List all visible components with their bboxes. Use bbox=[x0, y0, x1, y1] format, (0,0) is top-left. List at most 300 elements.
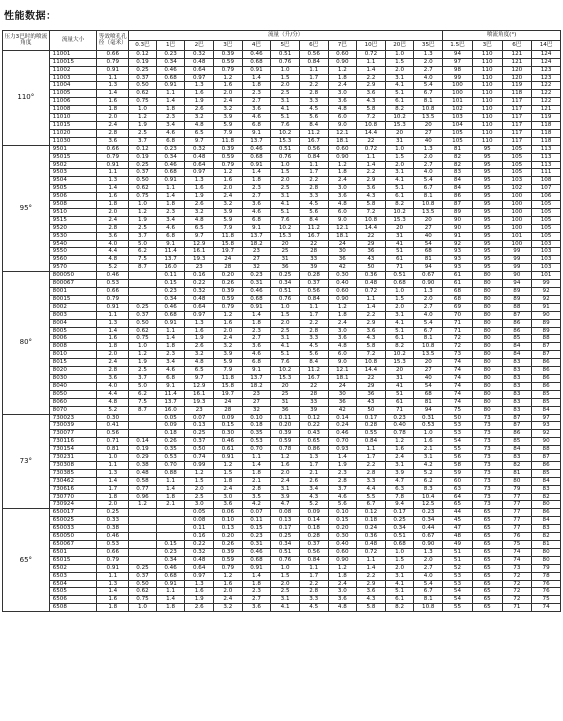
angle-value-cell: 83 bbox=[502, 390, 532, 398]
flow-size-cell: 8003 bbox=[49, 311, 97, 319]
flow-value-cell: 6.1 bbox=[385, 98, 414, 106]
flow-value-cell: 3.0 bbox=[328, 185, 357, 193]
flow-value-cell: 1.5 bbox=[271, 572, 300, 580]
angle-value-cell: 84 bbox=[443, 177, 473, 185]
flow-value-cell: 1.5 bbox=[271, 169, 300, 177]
orifice-cell: 4.8 bbox=[97, 398, 129, 406]
angle-value-cell: 72 bbox=[502, 588, 532, 596]
angle-value-cell: 87 bbox=[532, 454, 561, 462]
angle-value-cell: 77 bbox=[502, 493, 532, 501]
flow-value-cell: 1.0 bbox=[129, 201, 157, 209]
flow-value-cell: 2.0 bbox=[214, 588, 243, 596]
flow-value-cell: 9.7 bbox=[185, 374, 214, 382]
flow-value-cell: 1.2 bbox=[214, 461, 243, 469]
flow-value-cell: 0.58 bbox=[129, 477, 157, 485]
flow-value-cell: 4.8 bbox=[328, 106, 357, 114]
flow-value-cell: 0.07 bbox=[185, 414, 214, 422]
flow-value-cell: 1.9 bbox=[185, 193, 214, 201]
angle-value-cell: 89 bbox=[502, 288, 532, 296]
flow-value-cell: 29 bbox=[357, 240, 386, 248]
table-row bbox=[3, 588, 561, 596]
flow-value-cell: 0.15 bbox=[328, 517, 357, 525]
flow-value-cell: 0.11 bbox=[271, 414, 300, 422]
orifice-cell: 1.8 bbox=[97, 604, 129, 612]
flow-value-cell: 4.6 bbox=[156, 224, 185, 232]
flow-value-cell: 1.8 bbox=[156, 343, 185, 351]
flow-value-cell: 1.6 bbox=[214, 319, 243, 327]
flow-size-cell: 8002 bbox=[49, 303, 97, 311]
flow-value-cell: 4.7 bbox=[385, 477, 414, 485]
angle-value-cell: 87 bbox=[532, 351, 561, 359]
flow-value-cell: 4.5 bbox=[299, 343, 328, 351]
table-row bbox=[3, 66, 561, 74]
angle-value-cell: 85 bbox=[532, 469, 561, 477]
flow-value-cell: 0.36 bbox=[357, 533, 386, 541]
flow-value-cell: 0.84 bbox=[299, 295, 328, 303]
flow-value-cell: 0.13 bbox=[271, 517, 300, 525]
flow-value-cell: 3.6 bbox=[357, 90, 386, 98]
table-row bbox=[3, 477, 561, 485]
flow-value-cell: 1.3 bbox=[185, 319, 214, 327]
flow-value-cell: 0.72 bbox=[357, 145, 386, 153]
flow-value-cell: 1.1 bbox=[357, 556, 386, 564]
angle-value-cell: 85 bbox=[532, 398, 561, 406]
angle-value-cell: 82 bbox=[532, 493, 561, 501]
flow-value-cell: 23 bbox=[185, 406, 214, 414]
angle-value-cell: 80 bbox=[472, 280, 502, 288]
flow-value-cell: 9.1 bbox=[156, 382, 185, 390]
flow-value-cell: 0.50 bbox=[185, 446, 214, 454]
flow-value-cell: 3.3 bbox=[299, 193, 328, 201]
flow-value-cell: 4.3 bbox=[357, 98, 386, 106]
flow-value-cell: 0.46 bbox=[328, 430, 357, 438]
flow-value-cell: 7.8 bbox=[385, 493, 414, 501]
table-row bbox=[3, 406, 561, 414]
angle-value-cell: 99 bbox=[502, 248, 532, 256]
angle-value-cell: 53 bbox=[443, 580, 473, 588]
flow-value-cell: 10.4 bbox=[414, 493, 443, 501]
orifice-cell: 2.0 bbox=[97, 351, 129, 359]
flow-value-cell: 36 bbox=[271, 406, 300, 414]
angle-value-cell: 56 bbox=[443, 454, 473, 462]
flow-value-cell: 15.3 bbox=[385, 359, 414, 367]
flow-value-cell: 13.5 bbox=[414, 351, 443, 359]
header-flow-pressure: 3巴 bbox=[214, 40, 243, 50]
flow-value-cell: 1.4 bbox=[242, 169, 271, 177]
flow-value-cell: 94 bbox=[414, 264, 443, 272]
flow-value-cell: 8.1 bbox=[414, 596, 443, 604]
flow-value-cell: 4.3 bbox=[357, 596, 386, 604]
flow-value-cell: 7.2 bbox=[357, 351, 386, 359]
angle-value-cell: 110 bbox=[472, 50, 502, 58]
flow-value-cell: 9.1 bbox=[242, 129, 271, 137]
header-flow-pressure: 7巴 bbox=[328, 40, 357, 50]
flow-size-cell: 730077 bbox=[49, 430, 97, 438]
table-row bbox=[3, 469, 561, 477]
flow-value-cell: 7.6 bbox=[271, 359, 300, 367]
angle-value-cell: 73 bbox=[502, 564, 532, 572]
orifice-cell: 1.1 bbox=[97, 311, 129, 319]
flow-value-cell: 2.0 bbox=[271, 469, 300, 477]
flow-value-cell: 0.68 bbox=[156, 74, 185, 82]
flow-size-cell: 6504 bbox=[49, 580, 97, 588]
flow-value-cell: 6.8 bbox=[156, 232, 185, 240]
flow-value-cell: 2.7 bbox=[242, 596, 271, 604]
angle-value-cell: 105 bbox=[532, 232, 561, 240]
angle-value-cell: 105 bbox=[443, 137, 473, 145]
flow-value-cell: 25 bbox=[271, 248, 300, 256]
table-row bbox=[3, 525, 561, 533]
angle-value-cell: 84 bbox=[502, 351, 532, 359]
flow-value-cell: 9.7 bbox=[185, 232, 214, 240]
orifice-cell: 0.91 bbox=[97, 161, 129, 169]
flow-value-cell: 10.8 bbox=[357, 359, 386, 367]
flow-value-cell: 81 bbox=[414, 256, 443, 264]
flow-value-cell: 0.31 bbox=[242, 541, 271, 549]
flow-value-cell: 20 bbox=[385, 367, 414, 375]
flow-size-cell: 730770 bbox=[49, 493, 97, 501]
flow-value-cell: 0.19 bbox=[129, 446, 157, 454]
flow-value-cell: 6.8 bbox=[156, 137, 185, 145]
flow-value-cell: 0.68 bbox=[385, 280, 414, 288]
angle-value-cell: 95 bbox=[472, 216, 502, 224]
flow-value-cell: 1.4 bbox=[357, 303, 386, 311]
angle-value-cell: 74 bbox=[443, 359, 473, 367]
flow-value-cell: 6.2 bbox=[414, 477, 443, 485]
flow-value-cell: 0.24 bbox=[328, 422, 357, 430]
flow-value-cell: 1.6 bbox=[414, 438, 443, 446]
flow-size-cell: 800050 bbox=[49, 272, 97, 280]
flow-value-cell: 2.1 bbox=[156, 501, 185, 509]
flow-value-cell: 6.8 bbox=[242, 216, 271, 224]
flow-value-cell: 39 bbox=[299, 406, 328, 414]
flow-value-cell: 28 bbox=[214, 406, 243, 414]
flow-value-cell: 0.26 bbox=[214, 541, 243, 549]
flow-value-cell: 1.2 bbox=[385, 438, 414, 446]
flow-value-cell: 0.05 bbox=[185, 509, 214, 517]
flow-value-cell: 4.2 bbox=[242, 501, 271, 509]
table-row bbox=[3, 509, 561, 517]
angle-value-cell: 72 bbox=[443, 335, 473, 343]
angle-value-cell: 69 bbox=[443, 303, 473, 311]
flow-value-cell: 14.4 bbox=[357, 224, 386, 232]
flow-value-cell: 0.78 bbox=[271, 446, 300, 454]
flow-value-cell: 13.7 bbox=[156, 398, 185, 406]
flow-value-cell: 0.48 bbox=[185, 295, 214, 303]
flow-value-cell: 2.5 bbox=[185, 493, 214, 501]
flow-value-cell: 2.0 bbox=[414, 153, 443, 161]
flow-value-cell: 3.4 bbox=[299, 485, 328, 493]
flow-value-cell: 1.3 bbox=[414, 50, 443, 58]
flow-value-cell: 8.4 bbox=[299, 359, 328, 367]
flow-value-cell: 0.64 bbox=[185, 66, 214, 74]
flow-value-cell: 3.6 bbox=[242, 106, 271, 114]
flow-value-cell: 13.5 bbox=[414, 208, 443, 216]
flow-value-cell: 20 bbox=[385, 129, 414, 137]
angle-value-cell: 99 bbox=[443, 74, 473, 82]
flow-value-cell: 0.32 bbox=[185, 145, 214, 153]
flow-value-cell: 8.3 bbox=[414, 485, 443, 493]
orifice-cell: 1.8 bbox=[97, 201, 129, 209]
flow-value-cell: 3.5 bbox=[242, 493, 271, 501]
flow-value-cell: 1.9 bbox=[328, 461, 357, 469]
flow-value-cell: 0.60 bbox=[328, 50, 357, 58]
flow-size-cell: 65015 bbox=[49, 556, 97, 564]
flow-value-cell: 9.7 bbox=[185, 137, 214, 145]
flow-value-cell: 1.3 bbox=[414, 288, 443, 296]
angle-value-cell: 80 bbox=[472, 303, 502, 311]
flow-value-cell: 0.40 bbox=[328, 280, 357, 288]
flow-value-cell: 2.3 bbox=[156, 208, 185, 216]
flow-value-cell: 5.8 bbox=[357, 201, 386, 209]
flow-value-cell: 1.7 bbox=[357, 454, 386, 462]
header-flow-pressure: 4巴 bbox=[242, 40, 271, 50]
flow-value-cell: 0.34 bbox=[156, 58, 185, 66]
flow-value-cell: 15.3 bbox=[385, 121, 414, 129]
flow-value-cell: 16.7 bbox=[299, 137, 328, 145]
flow-size-cell: 730116 bbox=[49, 438, 97, 446]
flow-value-cell: 1.8 bbox=[328, 572, 357, 580]
flow-value-cell: 2.3 bbox=[242, 327, 271, 335]
flow-value-cell: 27 bbox=[414, 367, 443, 375]
flow-value-cell: 14.4 bbox=[357, 367, 386, 375]
flow-value-cell: 50 bbox=[357, 406, 386, 414]
flow-value-cell: 4.1 bbox=[271, 604, 300, 612]
angle-value-cell: 92 bbox=[443, 240, 473, 248]
flow-value-cell: 4.2 bbox=[414, 461, 443, 469]
flow-value-cell: 0.34 bbox=[385, 525, 414, 533]
flow-value-cell: 3.4 bbox=[156, 121, 185, 129]
flow-value-cell: 6.0 bbox=[328, 351, 357, 359]
flow-value-cell: 2.7 bbox=[414, 303, 443, 311]
flow-size-cell: 8006 bbox=[49, 335, 97, 343]
flow-value-cell: 0.23 bbox=[156, 145, 185, 153]
angle-value-cell: 83 bbox=[502, 367, 532, 375]
spray-angle-cell: 73° bbox=[3, 414, 50, 509]
flow-value-cell: 16.1 bbox=[185, 248, 214, 256]
flow-value-cell: 0.08 bbox=[185, 517, 214, 525]
angle-value-cell: 75 bbox=[502, 541, 532, 549]
angle-value-cell: 81 bbox=[532, 541, 561, 549]
flow-value-cell: 6.2 bbox=[129, 390, 157, 398]
flow-value-cell: 9.4 bbox=[385, 501, 414, 509]
flow-value-cell: 8.2 bbox=[385, 106, 414, 114]
flow-value-cell: 1.0 bbox=[271, 564, 300, 572]
flow-size-cell: 730616 bbox=[49, 485, 97, 493]
flow-size-cell: 11030 bbox=[49, 137, 97, 145]
table-row bbox=[3, 572, 561, 580]
flow-value-cell: 1.2 bbox=[129, 351, 157, 359]
flow-value-cell: 2.2 bbox=[299, 319, 328, 327]
flow-size-cell: 8050 bbox=[49, 390, 97, 398]
angle-value-cell: 120 bbox=[502, 66, 532, 74]
flow-value-cell: 1.8 bbox=[156, 201, 185, 209]
orifice-cell: 0.71 bbox=[97, 438, 129, 446]
flow-value-cell: 5.6 bbox=[299, 351, 328, 359]
flow-value-cell bbox=[129, 509, 157, 517]
flow-value-cell: 0.15 bbox=[156, 541, 185, 549]
angle-value-cell: 100 bbox=[502, 193, 532, 201]
table-row bbox=[3, 224, 561, 232]
table-row bbox=[3, 58, 561, 66]
flow-value-cell: 0.46 bbox=[242, 145, 271, 153]
flow-value-cell: 2.5 bbox=[271, 327, 300, 335]
flow-value-cell: 0.62 bbox=[129, 588, 157, 596]
table-row bbox=[3, 351, 561, 359]
flow-value-cell: 1.4 bbox=[357, 66, 386, 74]
flow-value-cell: 0.23 bbox=[156, 50, 185, 58]
flow-value-cell: 0.68 bbox=[156, 311, 185, 319]
angle-value-cell: 110 bbox=[472, 98, 502, 106]
orifice-cell: 5.2 bbox=[97, 406, 129, 414]
flow-value-cell: 20 bbox=[414, 121, 443, 129]
angle-value-cell: 86 bbox=[502, 430, 532, 438]
orifice-cell: 1.1 bbox=[97, 169, 129, 177]
flow-value-cell: 2.0 bbox=[414, 58, 443, 66]
angle-value-cell: 51 bbox=[443, 556, 473, 564]
flow-value-cell: 5.1 bbox=[385, 185, 414, 193]
table-row bbox=[3, 248, 561, 256]
flow-value-cell: 3.6 bbox=[357, 185, 386, 193]
angle-value-cell: 101 bbox=[532, 272, 561, 280]
flow-value-cell: 1.2 bbox=[214, 169, 243, 177]
angle-value-cell: 95 bbox=[472, 161, 502, 169]
flow-value-cell: 2.3 bbox=[242, 185, 271, 193]
flow-value-cell: 0.90 bbox=[414, 280, 443, 288]
angle-value-cell: 100 bbox=[502, 240, 532, 248]
flow-value-cell: 1.6 bbox=[214, 580, 243, 588]
flow-value-cell: 8.2 bbox=[385, 343, 414, 351]
flow-value-cell: 61 bbox=[385, 256, 414, 264]
flow-value-cell: 0.59 bbox=[214, 153, 243, 161]
flow-value-cell: 1.4 bbox=[242, 311, 271, 319]
flow-size-cell: 730308 bbox=[49, 461, 97, 469]
flow-value-cell: 3.1 bbox=[271, 335, 300, 343]
angle-value-cell: 105 bbox=[443, 129, 473, 137]
flow-value-cell: 1.2 bbox=[129, 501, 157, 509]
angle-value-cell: 101 bbox=[443, 98, 473, 106]
flow-value-cell: 24 bbox=[328, 240, 357, 248]
angle-value-cell: 92 bbox=[532, 295, 561, 303]
flow-value-cell: 9.1 bbox=[242, 367, 271, 375]
flow-value-cell: 1.9 bbox=[185, 98, 214, 106]
angle-value-cell: 80 bbox=[532, 501, 561, 509]
flow-value-cell bbox=[156, 533, 185, 541]
flow-value-cell: 2.4 bbox=[214, 596, 243, 604]
orifice-cell: 1.8 bbox=[97, 343, 129, 351]
header-flow-pressure: 1巴 bbox=[156, 40, 185, 50]
flow-value-cell: 2.9 bbox=[357, 580, 386, 588]
angle-value-cell: 54 bbox=[443, 596, 473, 604]
angle-value-cell: 71 bbox=[443, 327, 473, 335]
table-row bbox=[3, 564, 561, 572]
flow-value-cell: 2.4 bbox=[214, 98, 243, 106]
angle-value-cell: 86 bbox=[532, 374, 561, 382]
flow-value-cell: 0.62 bbox=[129, 327, 157, 335]
flow-value-cell: 40 bbox=[414, 374, 443, 382]
angle-value-cell: 80 bbox=[472, 398, 502, 406]
flow-size-cell: 8010 bbox=[49, 351, 97, 359]
flow-value-cell: 2.6 bbox=[185, 106, 214, 114]
angle-value-cell: 80 bbox=[472, 406, 502, 414]
flow-value-cell: 36 bbox=[328, 398, 357, 406]
flow-size-cell: 9515 bbox=[49, 216, 97, 224]
orifice-cell: 0.46 bbox=[97, 272, 129, 280]
table-row bbox=[3, 541, 561, 549]
flow-value-cell: 3.9 bbox=[271, 493, 300, 501]
flow-size-cell: 8005 bbox=[49, 327, 97, 335]
flow-size-cell: 80015 bbox=[49, 295, 97, 303]
angle-value-cell: 53 bbox=[443, 572, 473, 580]
flow-value-cell: 2.0 bbox=[414, 295, 443, 303]
flow-value-cell: 4.1 bbox=[271, 201, 300, 209]
header-flow-pressure: 2巴 bbox=[185, 40, 214, 50]
angle-value-cell: 100 bbox=[502, 216, 532, 224]
flow-value-cell: 1.8 bbox=[156, 106, 185, 114]
angle-value-cell: 90 bbox=[502, 272, 532, 280]
table-row bbox=[3, 493, 561, 501]
orifice-cell: 4.4 bbox=[97, 248, 129, 256]
angle-value-cell: 54 bbox=[443, 438, 473, 446]
table-row bbox=[3, 438, 561, 446]
table-row bbox=[3, 311, 561, 319]
table-row bbox=[3, 216, 561, 224]
table-row bbox=[3, 461, 561, 469]
angle-value-cell: 122 bbox=[532, 98, 561, 106]
table-row bbox=[3, 319, 561, 327]
flow-value-cell: 5.1 bbox=[385, 90, 414, 98]
angle-value-cell: 74 bbox=[443, 367, 473, 375]
orifice-cell: 1.4 bbox=[97, 185, 129, 193]
table-row bbox=[3, 343, 561, 351]
flow-value-cell: 5.8 bbox=[357, 604, 386, 612]
flow-value-cell: 0.50 bbox=[129, 580, 157, 588]
flow-value-cell bbox=[129, 533, 157, 541]
flow-value-cell: 15.8 bbox=[214, 382, 243, 390]
flow-value-cell: 3.6 bbox=[242, 604, 271, 612]
angle-value-cell: 93 bbox=[443, 256, 473, 264]
angle-value-cell: 65 bbox=[472, 509, 502, 517]
orifice-cell: 1.3 bbox=[97, 580, 129, 588]
orifice-cell: 1.6 bbox=[97, 335, 129, 343]
header-angle-pressure: 14巴 bbox=[532, 40, 561, 50]
flow-value-cell: 8.4 bbox=[299, 216, 328, 224]
flow-value-cell: 32 bbox=[242, 406, 271, 414]
flow-value-cell: 2.7 bbox=[414, 161, 443, 169]
flow-value-cell: 0.68 bbox=[242, 295, 271, 303]
orifice-cell: 0.79 bbox=[97, 153, 129, 161]
angle-value-cell: 71 bbox=[443, 319, 473, 327]
flow-value-cell: 0.97 bbox=[185, 169, 214, 177]
angle-value-cell: 105 bbox=[532, 208, 561, 216]
orifice-cell: 2.0 bbox=[97, 501, 129, 509]
angle-value-cell: 93 bbox=[532, 422, 561, 430]
flow-value-cell: 30 bbox=[328, 390, 357, 398]
flow-value-cell: 4.8 bbox=[328, 604, 357, 612]
angle-value-cell: 95 bbox=[472, 224, 502, 232]
flow-value-cell: 0.34 bbox=[156, 153, 185, 161]
flow-value-cell: 1.2 bbox=[214, 572, 243, 580]
flow-value-cell: 11.4 bbox=[156, 248, 185, 256]
flow-value-cell: 4.0 bbox=[414, 572, 443, 580]
flow-value-cell: 1.2 bbox=[271, 454, 300, 462]
table-row bbox=[3, 390, 561, 398]
angle-value-cell: 110 bbox=[472, 90, 502, 98]
flow-value-cell: 0.70 bbox=[328, 438, 357, 446]
table-row bbox=[3, 414, 561, 422]
flow-value-cell: 5.6 bbox=[299, 208, 328, 216]
flow-value-cell: 0.40 bbox=[328, 541, 357, 549]
